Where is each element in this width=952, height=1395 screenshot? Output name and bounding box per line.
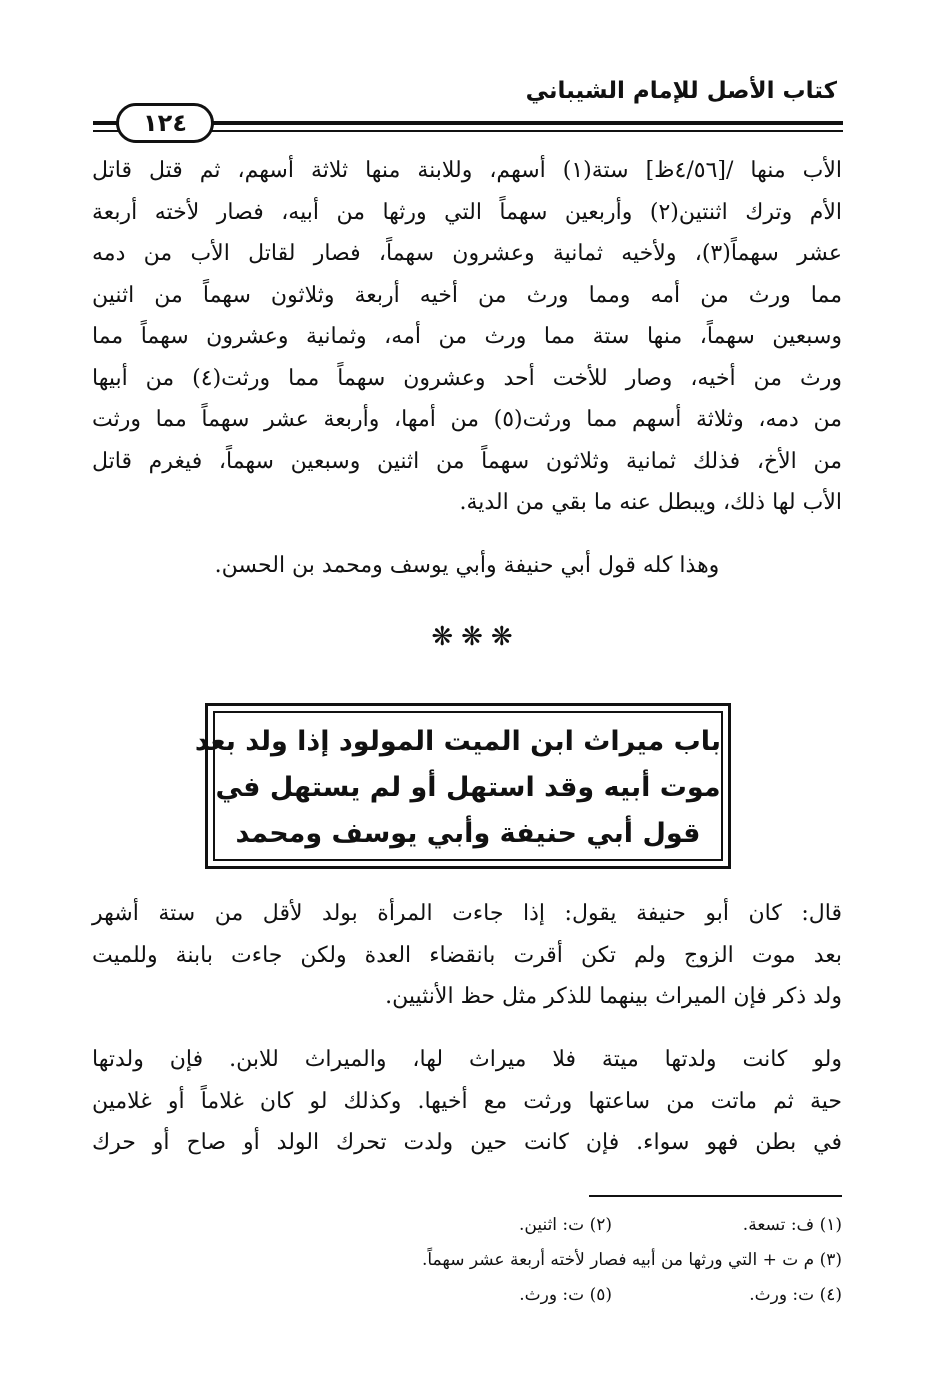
chapter-title-line: موت أبيه وقد استهل أو لم يستهل في: [215, 772, 721, 803]
footnote-row: [300, 1243, 842, 1278]
text-line: من الأخ، فذلك ثمانية وثلاثون سهماً من اثنين وسبعين سهماً، فيغرم قاتل: [92, 448, 842, 474]
text-line: حية ثم ماتت من ساعتها ورثت مع أخيها. وكذلك لو كان غلاماً أو غلامين: [92, 1088, 842, 1114]
text-line: الأب لها ذلك، ويبطل عنه ما بقي من الدية.: [459, 490, 842, 515]
footnote-text: ت: ورث.: [749, 1285, 815, 1305]
footnote-5: [382, 1278, 612, 1313]
text-line: الأم وترك اثنتين(٢) وأربعين سهماً التي ورثها من أبيه، فصار لأخته أربعة: [92, 199, 842, 225]
footnote-3: [422, 1243, 842, 1278]
text-line: في بطن فهو سواء. فإن كانت حين ولدت تحرك الولد أو صاح أو حرك: [92, 1130, 842, 1155]
text-line: بعد موت الزوج ولم تكن أقرت بانقضاء العدة ولكن جاءت بابنة وللميت: [92, 942, 842, 968]
footnote-row: [300, 1278, 842, 1313]
footnote-number: (٣): [819, 1250, 842, 1270]
footnote-number: (٥): [589, 1285, 612, 1305]
footnote-row: [300, 1208, 842, 1243]
text-line: من دمه، وثلاثة أسهم مما ورثت(٥) من أمها، وأربعة عشر سهماً مما ورثت: [92, 407, 843, 432]
text-line: الأب منها /[٤/٥٦ظ] ستة(١) أسهم، وللابنة منها ثلاثة أسهم، ثم قتل قاتل: [92, 158, 843, 183]
footnote-text: ف: تسعة.: [742, 1215, 815, 1235]
paragraph-1: [92, 150, 842, 524]
text-line: مما ورث من أمه ومما ورث من أخيه أربعة وثلاثون سهماً من اثنين: [92, 282, 842, 308]
footnote-number: (١): [819, 1215, 842, 1235]
text-line: ولد ذكر فإن الميراث بينهما للذكر مثل حظ الأنثيين.: [385, 984, 842, 1009]
footnote-separator: [589, 1195, 842, 1197]
running-header-title: كتاب الأصل للإمام الشيباني: [525, 78, 837, 104]
text-line: ورث من أخيه، وصار للأخت أحد وعشرون سهماً مما ورثت(٤) من أبيها: [92, 365, 842, 391]
paragraph-4: [92, 1039, 842, 1164]
footnote-2: [382, 1208, 612, 1243]
text-line: ولو كانت ولدتها ميتة فلا ميراث لها، والميراث للابن. فإن ولدتها: [92, 1047, 842, 1072]
page-number: ١٢٤: [116, 103, 214, 143]
chapter-title: [194, 711, 723, 861]
chapter-title-box: [194, 703, 731, 869]
footnote-1: [612, 1208, 842, 1243]
chapter-title-line: قول أبي حنيفة وأبي يوسف ومحمد: [235, 818, 701, 849]
footnote-text: ت: اثنين.: [518, 1215, 585, 1235]
paragraph-2: وهذا كله قول أبي حنيفة وأبي يوسف ومحمد بن الحسن.: [214, 553, 720, 578]
footnote-number: (٤): [819, 1285, 842, 1305]
text-line: وسبعين سهماً، منها ستة مما ورث من أمه، وثمانية وعشرون سهماً مما: [92, 324, 843, 349]
paragraph-3: [92, 893, 842, 1018]
footnotes: [300, 1208, 842, 1313]
footnote-text: م ت + التي ورثها من أبيه فصار لأخته أربعة عشر سهماً.: [421, 1250, 815, 1270]
section-ornament: ❋❋❋: [431, 622, 521, 652]
footnote-4: [612, 1278, 842, 1313]
text-line: قال: كان أبو حنيفة يقول: إذا جاءت المرأة بولد لأقل من ستة أشهر: [92, 901, 842, 926]
footnote-text: ت: ورث.: [519, 1285, 585, 1305]
chapter-title-line: باب ميراث ابن الميت المولود إذا ولد بعد: [194, 726, 721, 757]
footnote-number: (٢): [589, 1215, 612, 1235]
text-line: عشر سهماً(٣)، ولأخيه ثمانية وعشرون سهماً، فصار لقاتل الأب من دمه: [92, 241, 842, 266]
